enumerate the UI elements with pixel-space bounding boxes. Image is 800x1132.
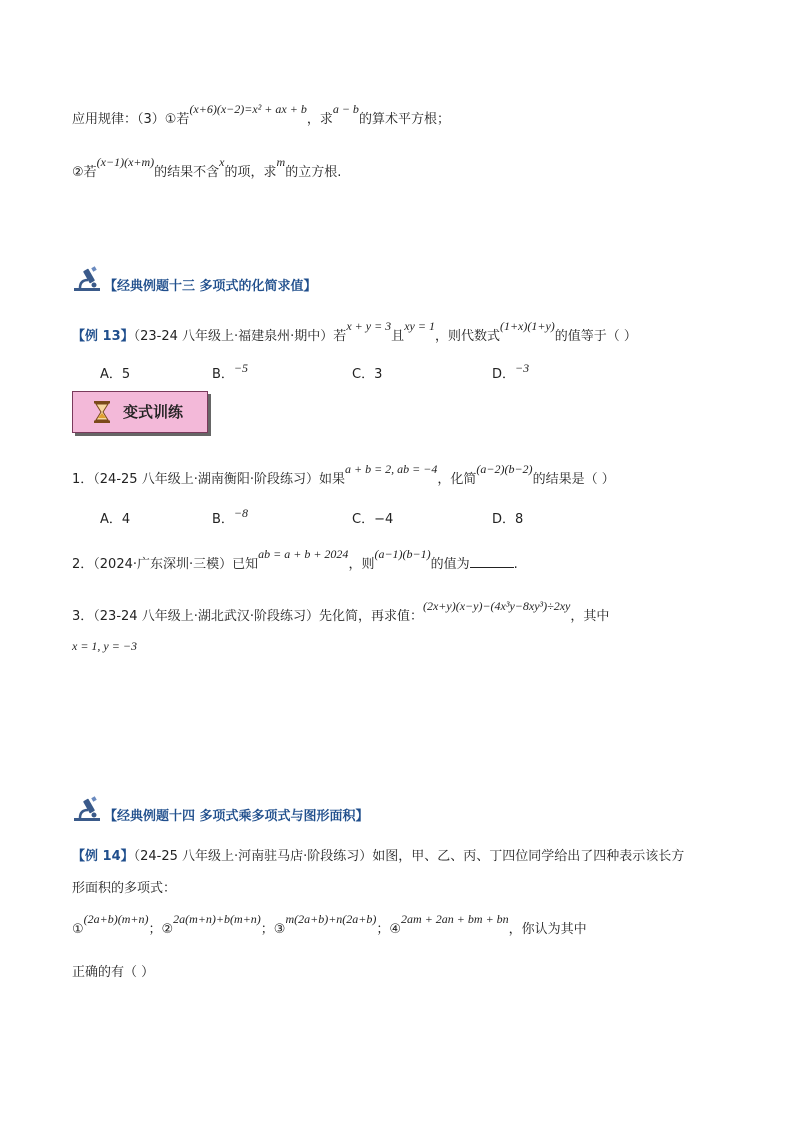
problem-2-text4: . [513,557,518,572]
example-14-line1-text: （24-25 八年级上·河南驻马店·阶段练习）如图，甲、乙、丙、丁四位同学给出了四种表示该长方 [133,849,685,864]
problem-1-option-a: A．4 [100,512,131,527]
rule-line-2-mid2: 的项，求 [224,165,277,180]
example-13-option-a: A．5 [100,367,131,382]
rule-line-1-mid: ，求 [306,112,333,127]
example-14-line-1 [72,845,684,864]
problem-2-text1: （2024·广东深圳·三模）已知 [93,557,259,572]
choice-4-expr: 2am + 2an + bm + bn [401,912,509,926]
problem-1-option-d: D．8 [492,512,524,527]
rule-line-2-suffix: 的立方根. [285,165,342,180]
choice-2-expr: 2a(m+n)+b(m+n) [173,912,261,926]
choice-2-marker: ；② [148,922,174,937]
rule-line-2 [72,155,342,180]
example-13-option-d: D．−3 [492,361,530,382]
rule-line-2-mid: 的结果不含 [154,165,220,180]
choice-3-expr: m(2a+b)+n(2a+b) [285,912,377,926]
rule-line-1 [72,102,450,127]
answer-blank [470,555,514,568]
rule-line-2-var: x [219,155,225,169]
example-14-line-4: 正确的有（ ） [72,965,155,980]
example-13-stem [72,319,637,344]
problem-3-text2: ，其中 [570,609,610,624]
problem-3-num: 3． [72,609,94,624]
example-13-expr3: (1+x)(1+y) [499,319,555,333]
section-14-title: 【经典例题十四 多项式乘多项式与图形面积】 [104,809,369,824]
example-13-source: （23-24 八年级上·福建泉州·期中）若 [133,329,347,344]
variant-training-banner [72,391,208,433]
problem-1-option-c: C．−4 [352,512,394,527]
choice-1-expr: (2a+b)(m+n) [83,912,149,926]
example-13-tag: 【例 13】 [72,329,134,344]
rule-line-2-expr: (x−1)(x+m) [96,155,155,169]
problem-1-expr2: (a−2)(b−2) [476,462,533,476]
problem-2-text3: 的值为 [430,557,470,572]
variant-training-label: 变式训练 [123,403,184,421]
problem-1-num: 1． [72,472,94,487]
choice-3-marker: ；③ [260,922,286,937]
problem-3-stem [72,599,610,624]
problem-2-expr1: ab = a + b + 2024 [258,547,349,561]
example-14-tag: 【例 14】 [72,849,134,864]
section-13-title: 【经典例题十三 多项式的化简求值】 [104,279,317,294]
example-13-mid2: ，则代数式 [434,329,500,344]
choice-1-marker: ① [72,922,84,937]
problem-1-option-b: B．−8 [212,506,249,527]
problem-3-expr1: (2x+y)(x−y)−(4x³y−8xy³)÷2xy [422,599,571,613]
microscope-icon [72,266,102,292]
example-13-expr2: xy = 1 [404,319,435,333]
problem-1-stem [72,462,615,487]
example-13-expr1: x + y = 3 [346,319,392,333]
rule-line-1-suffix: 的算术平方根； [358,112,450,127]
microscope-icon [72,796,102,822]
problem-3-condition: x = 1, y = −3 [72,639,137,653]
example-13-option-c: C．3 [352,367,383,382]
choice-4-marker: ；④ [376,922,402,937]
problem-1-expr1: a + b = 2, ab = −4 [344,462,438,476]
example-14-choices [72,912,587,937]
problem-2-stem [72,547,518,572]
example-13-mid: 且 [391,329,405,344]
rule-line-2-var2: m [276,155,286,169]
problem-3-text1: （23-24 八年级上·湖北武汉·阶段练习）先化简，再求值： [93,609,423,624]
problem-1-text2: ，化简 [437,472,477,487]
example-14-line-2: 形面积的多项式： [72,881,177,896]
rule-line-2-prefix: ②若 [72,165,97,180]
example-13-option-b: B．−5 [212,361,249,382]
problem-2-num: 2． [72,557,94,572]
problem-1-text1: （24-25 八年级上·湖南衡阳·阶段练习）如果 [93,472,345,487]
rule-line-1-expr: (x+6)(x−2)=x² + ax + b [189,102,307,116]
example-14-choices-suffix: ，你认为其中 [508,922,587,937]
problem-2-expr2: (a−1)(b−1) [374,547,431,561]
problem-2-text2: ，则 [348,557,375,572]
problem-1-text3: 的结果是（ ） [532,472,615,487]
example-13-suffix: 的值等于（ ） [554,329,637,344]
rule-line-1-prefix: 应用规律：（3）①若 [72,112,190,127]
rule-line-1-expr2: a − b [332,102,359,116]
hourglass-icon [93,401,111,423]
